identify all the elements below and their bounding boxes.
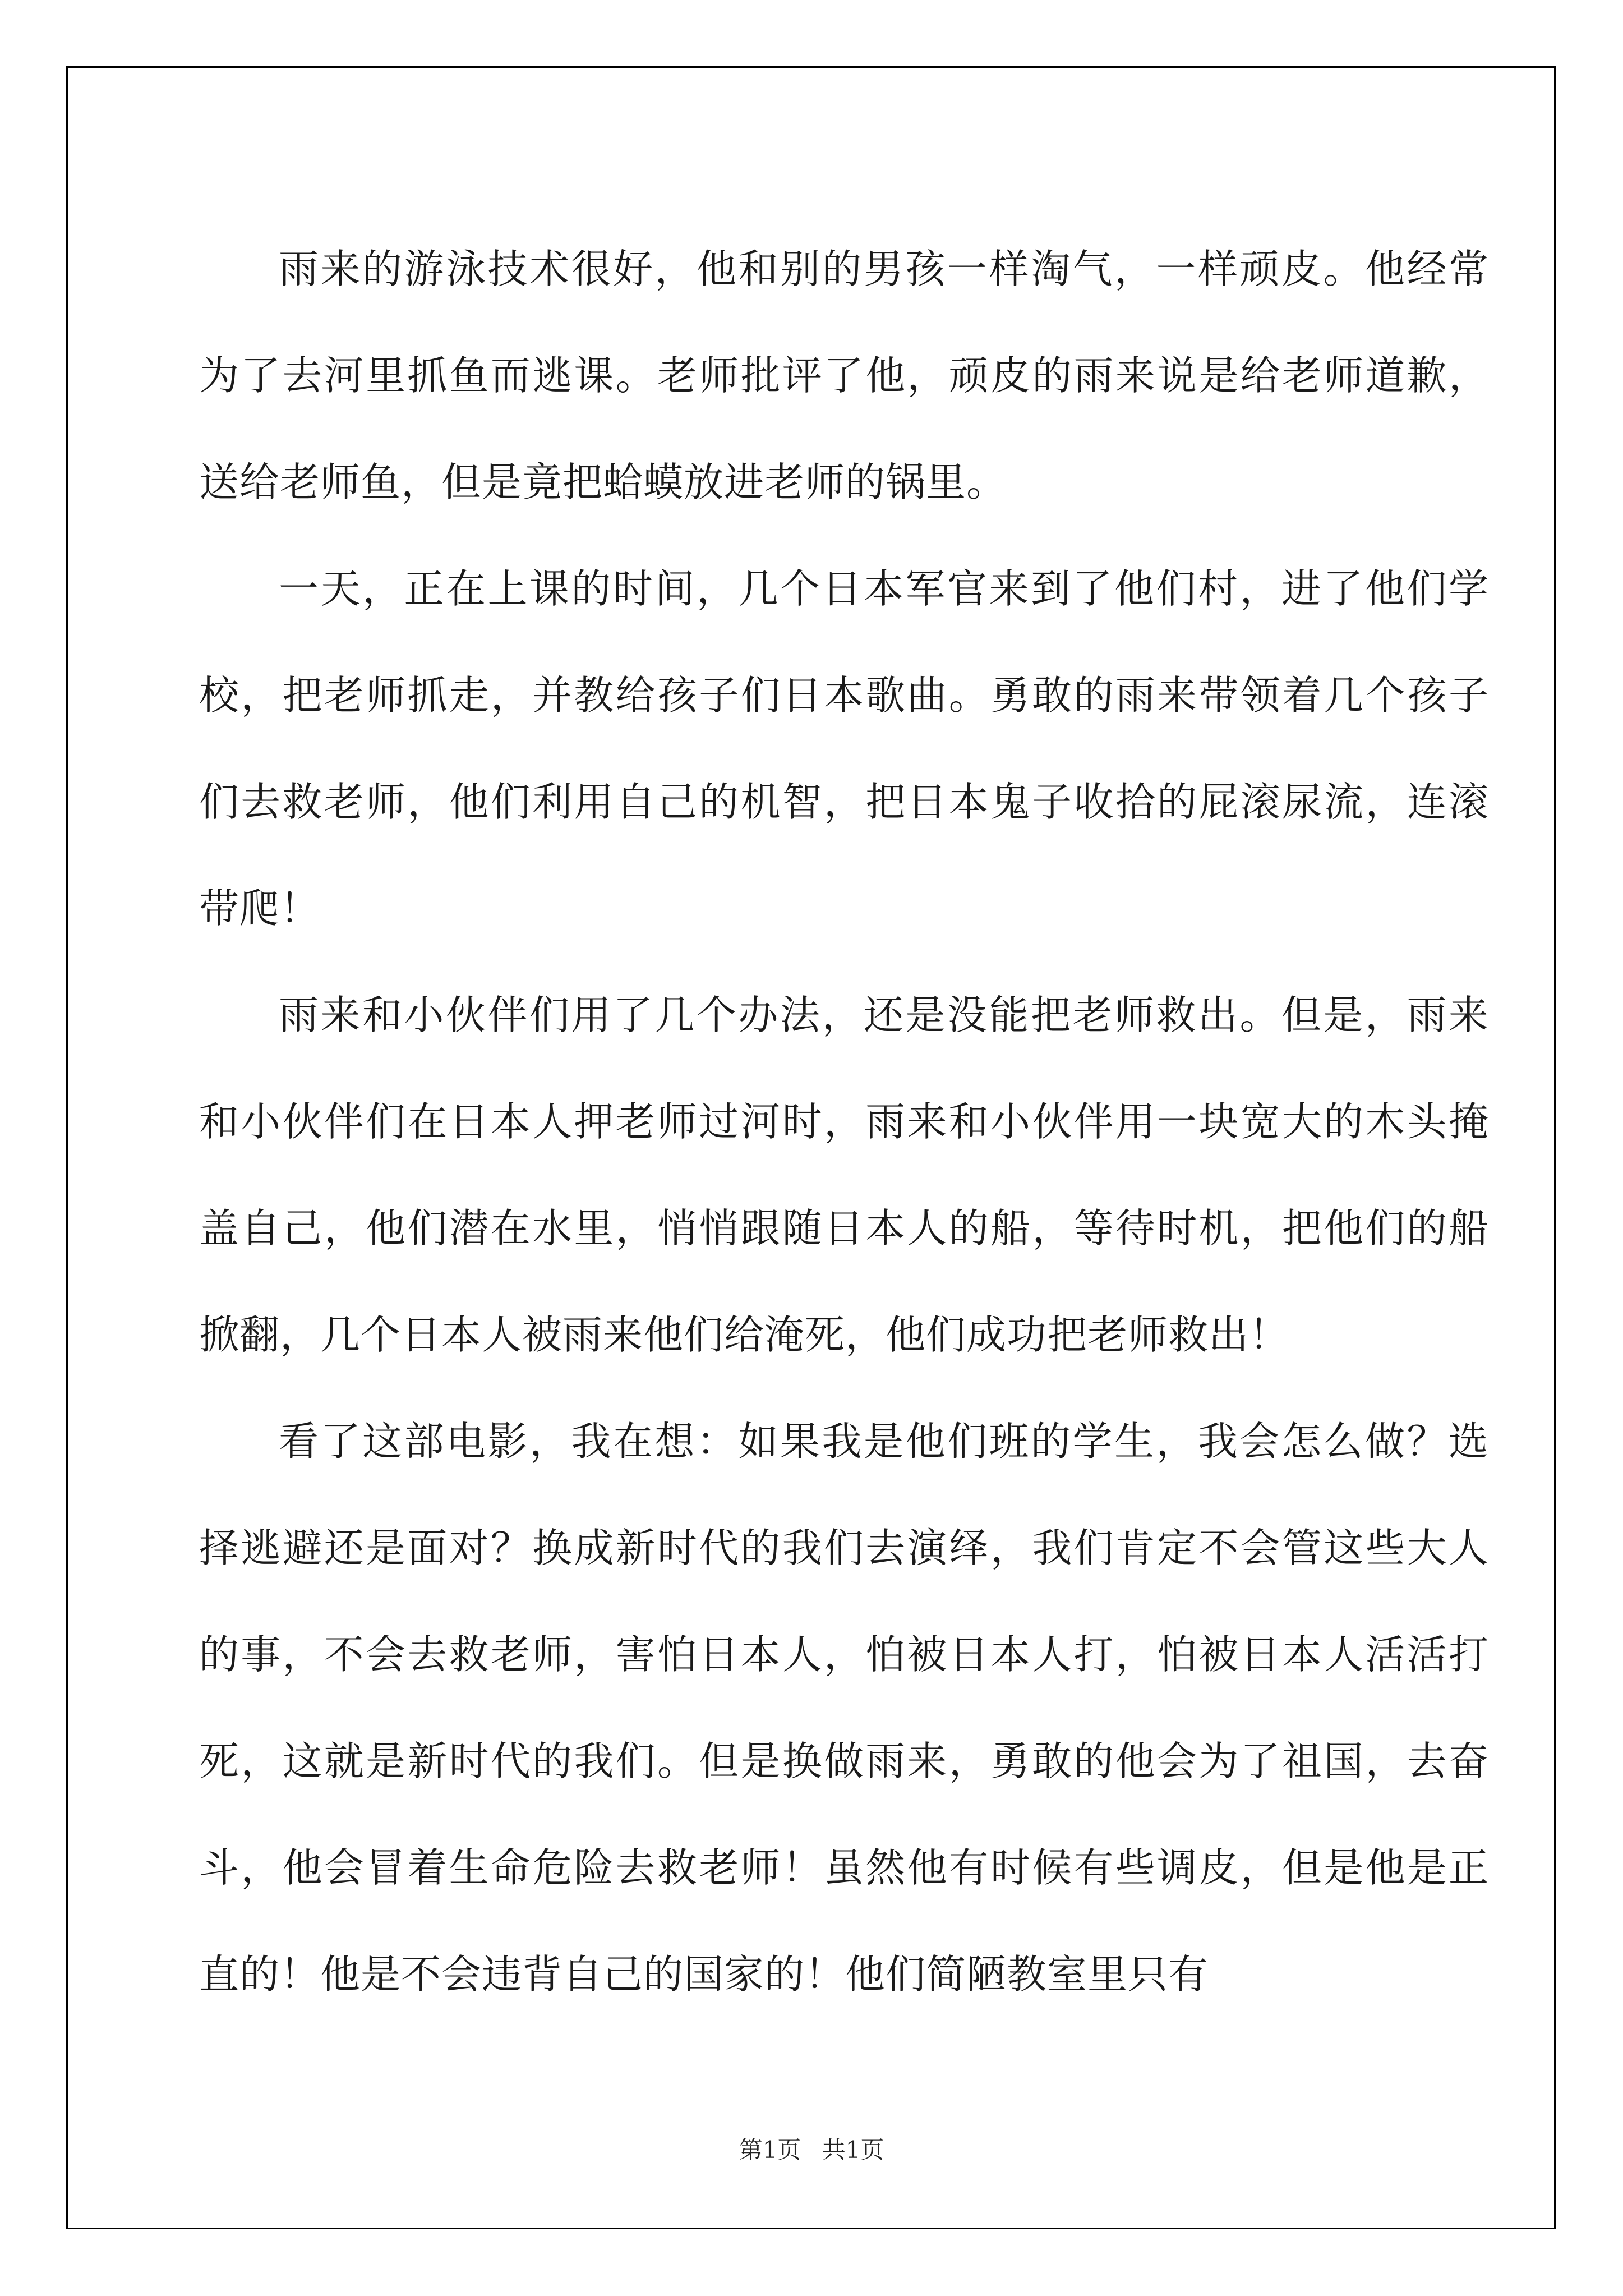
- paragraph-4: 看了这部电影，我在想：如果我是他们班的学生，我会怎么做？选择逃避还是面对？换成新时代的我们去演绎，我们肯定不会管这些大人的事，不会去救老师，害怕日本人，怕被日本人打，怕被日本人活活打死，这就是新时代的我们。但是换做雨来，勇敢的他会为了祖国，去奋斗，他会冒着生命危险去救老师！虽然他有时候有些调皮，但是他是正直的！他是不会违背自己的国家的！他们简陋教室里只有: [199, 1418, 1489, 1998]
- page-footer: [0, 2132, 1623, 2165]
- paragraph-2: 一天，正在上课的时间，几个日本军官来到了他们村，进了他们学校，把老师抓走，并教给孩子们日本歌曲。勇敢的雨来带领着几个孩子们去救老师，他们利用自己的机智，把日本鬼子收拾的屁滚尿流，连滚带爬！: [199, 565, 1489, 932]
- paragraph-1: 雨来的游泳技术很好，他和别的男孩一样淘气，一样顽皮。他经常为了去河里抓鱼而逃课。老师批评了他，顽皮的雨来说是给老师道歉，送给老师鱼，但是竟把蛤蟆放进老师的锅里。: [199, 246, 1489, 505]
- page-number: 第1页: [739, 2136, 801, 2164]
- page-total: 共1页: [822, 2136, 884, 2164]
- paragraph-3: 雨来和小伙伴们用了几个办法，还是没能把老师救出。但是，雨来和小伙伴们在日本人押老师过河时，雨来和小伙伴用一块宽大的木头掩盖自己，他们潜在水里，悄悄跟随日本人的船，等待时机，把他们的船掀翻，几个日本人被雨来他们给淹死，他们成功把老师救出！: [199, 992, 1489, 1358]
- document-body: [199, 216, 1489, 2028]
